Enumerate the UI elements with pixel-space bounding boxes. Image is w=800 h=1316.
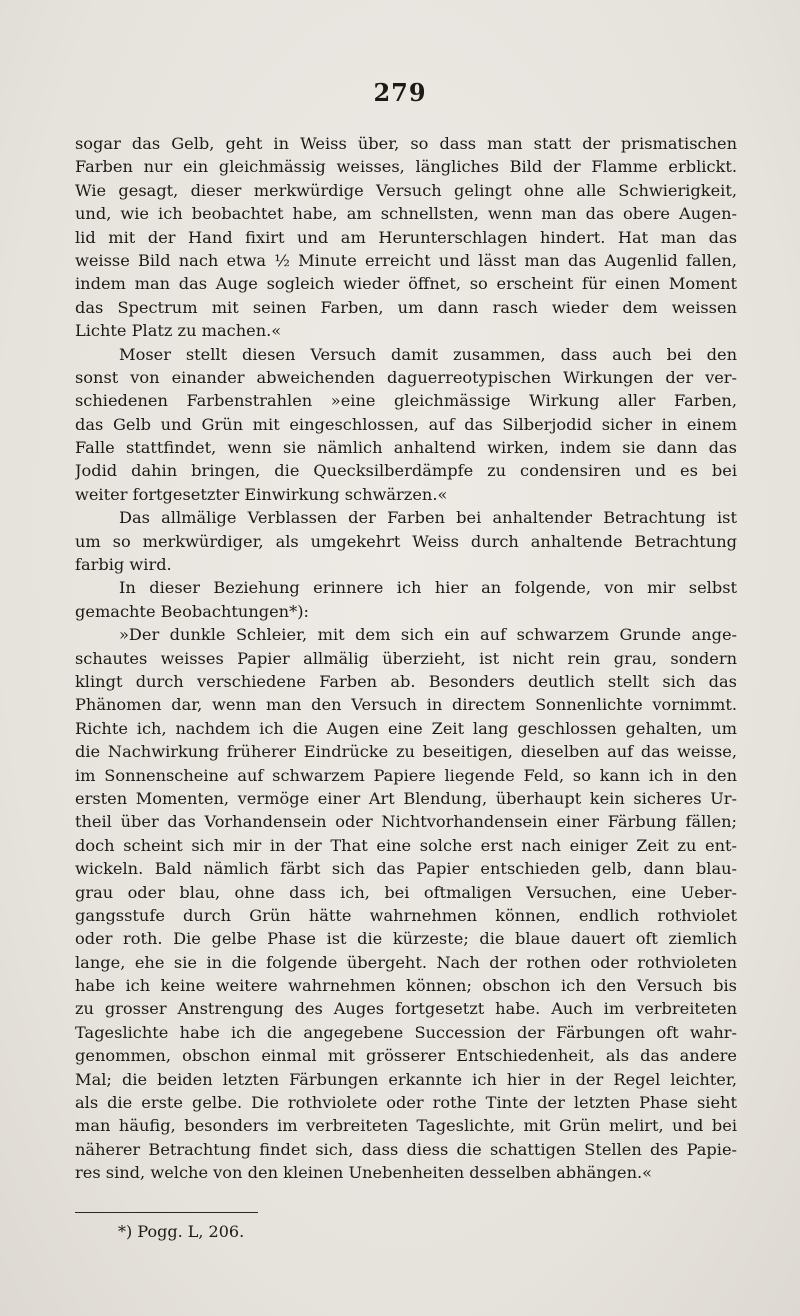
text-line: Tageslichte habe ich die angegebene Succession der Färbungen oft wahr- [75,1022,737,1042]
text-line: weisse Bild nach etwa ½ Minute erreicht und lässt man das Augenlid fallen, [75,250,737,270]
text-line: schautes weisses Papier allmälig überzieht, ist nicht rein grau, sondern [75,648,737,668]
text-line: im Sonnenscheine auf schwarzem Papiere liegende Feld, so kann ich in den [75,765,737,785]
text-line: Moser stellt diesen Versuch damit zusammen, dass auch bei den [119,344,737,364]
text-line: Wie gesagt, dieser merkwürdige Versuch gelingt ohne alle Schwierigkeit, [75,180,737,200]
text-line: und, wie ich beobachtet habe, am schnellsten, wenn man das obere Augen- [75,204,737,224]
footnote: *) Pogg. L, 206. [118,1222,245,1241]
text-line: In dieser Beziehung erinnere ich hier an folgende, von mir selbst [119,578,737,598]
text-line: Farben nur ein gleichmässig weisses, längliches Bild der Flamme erblickt. [75,157,737,177]
text-line: res sind, welche von den kleinen Unebenheiten desselben abhängen.« [75,1163,653,1183]
text-line: Falle stattfindet, wenn sie nämlich anhaltend wirken, indem sie dann das [75,438,737,458]
text-line: lid mit der Hand fixirt und am Herunterschlagen hindert. Hat man das [75,227,737,247]
text-line: Jodid dahin bringen, die Quecksilberdämpfe zu condensiren und es bei [75,461,737,481]
text-line: man häufig, besonders im verbreiteten Tageslichte, mit Grün melirt, und bei [75,1116,737,1136]
text-line: Mal; die beiden letzten Färbungen erkannte ich hier in der Regel leichter, [75,1069,737,1089]
text-line: als die erste gelbe. Die rothviolete oder rothe Tinte der letzten Phase sieht [75,1093,737,1113]
text-line: sogar das Gelb, geht in Weiss über, so dass man statt der prismatischen [75,134,737,153]
text-line: schiedenen Farbenstrahlen »eine gleichmässige Wirkung aller Farben, [75,391,737,411]
text-line: gemachte Beobachtungen*): [75,601,309,621]
text-line: farbig wird. [75,555,172,575]
text-line: Lichte Platz zu machen.« [75,321,282,341]
text-line: habe ich keine weitere wahrnehmen können; obschon ich den Versuch bis [75,976,737,996]
text-line: theil über das Vorhandensein oder Nichtvorhandensein einer Färbung fällen; [75,812,737,832]
text-line: weiter fortgesetzter Einwirkung schwärzen.« [75,484,448,504]
text-line: indem man das Auge sogleich wieder öffnet, so erscheint für einen Moment [75,274,737,294]
text-line: Richte ich, nachdem ich die Augen eine Zeit lang geschlossen gehalten, um [75,718,737,738]
text-line: zu grosser Anstrengung des Auges fortgesetzt habe. Auch im verbreiteten [75,999,737,1019]
text-line: klingt durch verschiedene Farben ab. Besonders deutlich stellt sich das [75,671,737,691]
text-line: oder roth. Die gelbe Phase ist die kürzeste; die blaue dauert oft ziemlich [75,929,737,949]
footnote-rule [75,1212,258,1213]
text-line: lange, ehe sie in die folgende übergeht. Nach der rothen oder rothvioleten [75,952,737,972]
text-line: doch scheint sich mir in der That eine solche erst nach einiger Zeit zu ent- [75,835,737,855]
text-line: um so merkwürdiger, als umgekehrt Weiss durch anhaltende Betrachtung [75,531,737,551]
text-line: Das allmälige Verblassen der Farben bei anhaltender Betrachtung ist [119,508,737,528]
text-line: näherer Betrachtung findet sich, dass diess die schattigen Stellen des Papie- [75,1139,737,1159]
text-line: sonst von einander abweichenden daguerreotypischen Wirkungen der ver- [75,367,737,387]
body-text [75,132,737,1185]
text-line: grau oder blau, ohne dass ich, bei oftmaligen Versuchen, eine Ueber- [75,882,737,902]
text-line: ersten Momenten, vermöge einer Art Blendung, überhaupt kein sicheres Ur- [75,788,737,808]
page-number: 279 [373,78,427,107]
text-line: Phänomen dar, wenn man den Versuch in directem Sonnenlichte vornimmt. [75,695,737,715]
text-line: das Gelb und Grün mit eingeschlossen, auf das Silberjodid sicher in einem [75,414,737,434]
text-line: wickeln. Bald nämlich färbt sich das Papier entschieden gelb, dann blau- [75,859,737,879]
text-line: genommen, obschon einmal mit grösserer Entschiedenheit, als das andere [75,1046,737,1066]
text-line: »Der dunkle Schleier, mit dem sich ein auf schwarzem Grunde ange- [119,625,737,645]
text-line: gangsstufe durch Grün hätte wahrnehmen können, endlich rothviolet [75,905,737,925]
text-line: die Nachwirkung früherer Eindrücke zu beseitigen, dieselben auf das weisse, [75,742,737,762]
text-line: das Spectrum mit seinen Farben, um dann rasch wieder dem weissen [75,297,737,317]
